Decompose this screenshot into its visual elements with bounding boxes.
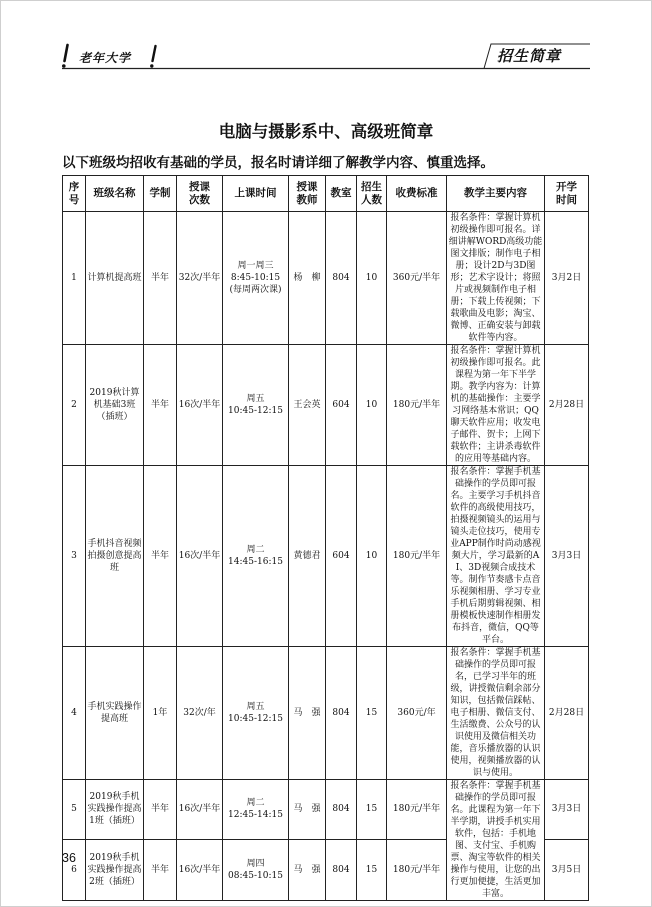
cell-content: 报名条件：掌握手机基础操作的学员即可报名。主要学习手机抖音软件的高级使用技巧，拍摄视频镜头的运用与镜头走位技巧，使用专业APP制作时尚动感视频大片，学习最新的AI、3D视频合成技术等。制作节奏感卡点音乐视频相册、学习专业手机后期剪辑视频、相册模板快速制作相册发布抖音，微信，QQ等平台。 [447,466,545,647]
cell-sessions: 16次/半年 [177,345,223,466]
header-mid-dot-mark [150,64,153,67]
table-body [63,212,589,901]
col-header-label: 学制 [149,187,171,199]
cell-schedule [223,466,289,647]
cell-capacity: 15 [357,647,387,780]
col-header-label: 收费标准 [395,187,438,199]
cell-capacity: 15 [357,780,387,840]
col-header-room [326,176,357,212]
page-subtitle: 以下班级均招收有基础的学员，报名时请详细了解教学内容、慎重选择。 [62,155,494,171]
cell-start-date: 2月28日 [545,345,589,466]
schedule-time: 10:45-12:15 [228,406,283,416]
col-header-label: 开学时间 [555,180,577,206]
cell-start-date: 3月3日 [545,466,589,647]
col-header-start-date [545,176,589,212]
cell-duration: 半年 [144,839,177,900]
cell-teacher: 马 强 [289,780,326,840]
schedule-days: 周二 [246,545,265,555]
cell-index: 6 [63,839,86,900]
col-header-label: 教学主要内容 [464,187,527,199]
col-header-teacher [289,176,326,212]
table-row [63,466,589,647]
cell-index: 5 [63,780,86,840]
cell-capacity: 10 [357,212,387,345]
cell-index: 3 [63,466,86,647]
cell-start-date: 3月5日 [545,839,589,900]
schedule-note: (每周两次课) [229,285,282,295]
course-table [62,175,589,901]
cell-start-date: 3月2日 [545,212,589,345]
schedule-time: 08:45-10:15 [228,870,283,881]
cell-class-name: 手机抖音视频拍摄创意提高班 [86,466,144,647]
cell-duration: 半年 [144,212,177,345]
header-section-title: 招生简章 [497,47,562,65]
col-header-fee [387,176,447,212]
schedule-days: 周四 [246,858,265,869]
col-header-label: 上课时间 [234,187,277,199]
col-header-duration [144,176,177,212]
cell-sessions: 16次/半年 [177,780,223,840]
cell-room: 804 [326,212,357,345]
table-row [63,780,589,840]
header-left-stroke-mark [65,45,68,61]
header-school-name: 老年大学 [79,51,132,65]
cell-schedule [223,647,289,780]
schedule-days: 周二 [246,798,265,809]
cell-capacity: 10 [357,345,387,466]
cell-fee: 180元/半年 [387,466,447,647]
cell-schedule [223,780,289,840]
cell-class-name: 计算机提高班 [86,212,144,345]
cell-class-name: 2019秋手机实践操作提高2班（插班） [86,839,144,900]
cell-index: 1 [63,212,86,345]
cell-sessions: 16次/半年 [177,466,223,647]
table-header [63,176,589,212]
cell-room: 804 [326,780,357,840]
cell-sessions: 16次/半年 [177,839,223,900]
schedule-days: 周一周三 [237,261,274,271]
cell-fee: 180元/半年 [387,345,447,466]
cell-duration: 半年 [144,466,177,647]
cell-duration: 半年 [144,780,177,840]
table-row [63,647,589,780]
cell-teacher: 黄德君 [289,466,326,647]
col-header-label: 招生人数 [360,180,382,206]
table-row [63,212,589,345]
cell-teacher: 马 强 [289,839,326,900]
cell-start-date: 3月3日 [545,780,589,840]
schedule-days: 周五 [246,394,265,404]
cell-teacher: 马 强 [289,647,326,780]
col-header-label: 授课次数 [188,180,210,206]
schedule-time: 12:45-14:15 [228,810,283,821]
cell-room: 804 [326,647,357,780]
cell-class-name: 2019秋手机实践操作提高1班（插班） [86,780,144,840]
cell-room: 604 [326,345,357,466]
schedule-time: 8:45-10:15 [230,273,281,283]
col-header-schedule [223,176,289,212]
cell-capacity: 15 [357,839,387,900]
cell-sessions: 32次/半年 [177,212,223,345]
page-title: 电脑与摄影系中、高级班简章 [218,122,434,141]
cell-room: 804 [326,839,357,900]
cell-class-name: 手机实践操作提高班 [86,647,144,780]
col-header-class-name [86,176,144,212]
cell-duration: 半年 [144,345,177,466]
cell-schedule [223,839,289,900]
header-mid-stroke-mark [153,46,156,61]
cell-duration: 1年 [144,647,177,780]
schedule-time: 10:45-12:15 [228,714,283,724]
cell-sessions: 32次/年 [177,647,223,780]
cell-content: 报名条件：掌握手机基础操作的学员即可报名。此课程为第一年下半学期，讲授手机实用软件，包括：手机地图、支付宝、手机购票、淘宝等软件的相关操作与使用，让您的出行更加便捷，生活更加丰富。 [447,780,545,901]
page-number: 36 [62,851,76,865]
cell-content: 报名条件：掌握计算机初级操作即可报名。此课程为第一年下半学期。教学内容为：计算机的基础操作：主要学习网络基本常识；QQ聊天软件应用；收发电子邮件、贺卡；上网下载软件；主讲杀毒软件的应用等基础内容。 [447,345,545,466]
cell-index: 2 [63,345,86,466]
cell-content: 报名条件：掌握手机基础操作的学员即可报名，已学习半年的班级，讲授微信剩余部分知识，包括微信踩帖、电子相册、微信支付、生活缴费、公众号的认识使用及微信相关功能，音乐播放器的认识使用，视频播放器的认识与使用。 [447,647,545,780]
col-header-sessions [177,176,223,212]
header-decoration [0,0,652,80]
cell-class-name: 2019秋计算机基础3班（插班） [86,345,144,466]
schedule-time: 14:45-16:15 [228,557,283,567]
col-header-label: 序号 [68,180,80,206]
cell-room: 604 [326,466,357,647]
cell-capacity: 10 [357,466,387,647]
table-row [63,345,589,466]
cell-teacher: 王会英 [289,345,326,466]
header-left-dot-mark [62,64,66,68]
table-header-row [63,176,589,212]
cell-schedule [223,212,289,345]
col-header-capacity [357,176,387,212]
cell-content: 报名条件：掌握计算机初级操作即可报名。详细讲解WORD高级功能图文排版；制作电子相册；设计2D与3D图形；艺术字设计；将照片或视频制作电子相册；下载上传视频；下载歌曲及电影；淘宝、微博、正确安装与卸载软件等内容。 [447,212,545,345]
cell-schedule [223,345,289,466]
col-header-index [63,176,86,212]
col-header-content [447,176,545,212]
col-header-label: 班级名称 [93,187,136,199]
cell-start-date: 2月28日 [545,647,589,780]
col-header-label: 授课教师 [296,180,318,206]
cell-fee: 360元/年 [387,647,447,780]
cell-teacher: 杨 柳 [289,212,326,345]
col-header-label: 教室 [330,187,352,199]
schedule-days: 周五 [246,702,265,712]
cell-fee: 180元/半年 [387,780,447,840]
cell-index: 4 [63,647,86,780]
cell-fee: 180元/半年 [387,839,447,900]
cell-fee: 360元/半年 [387,212,447,345]
